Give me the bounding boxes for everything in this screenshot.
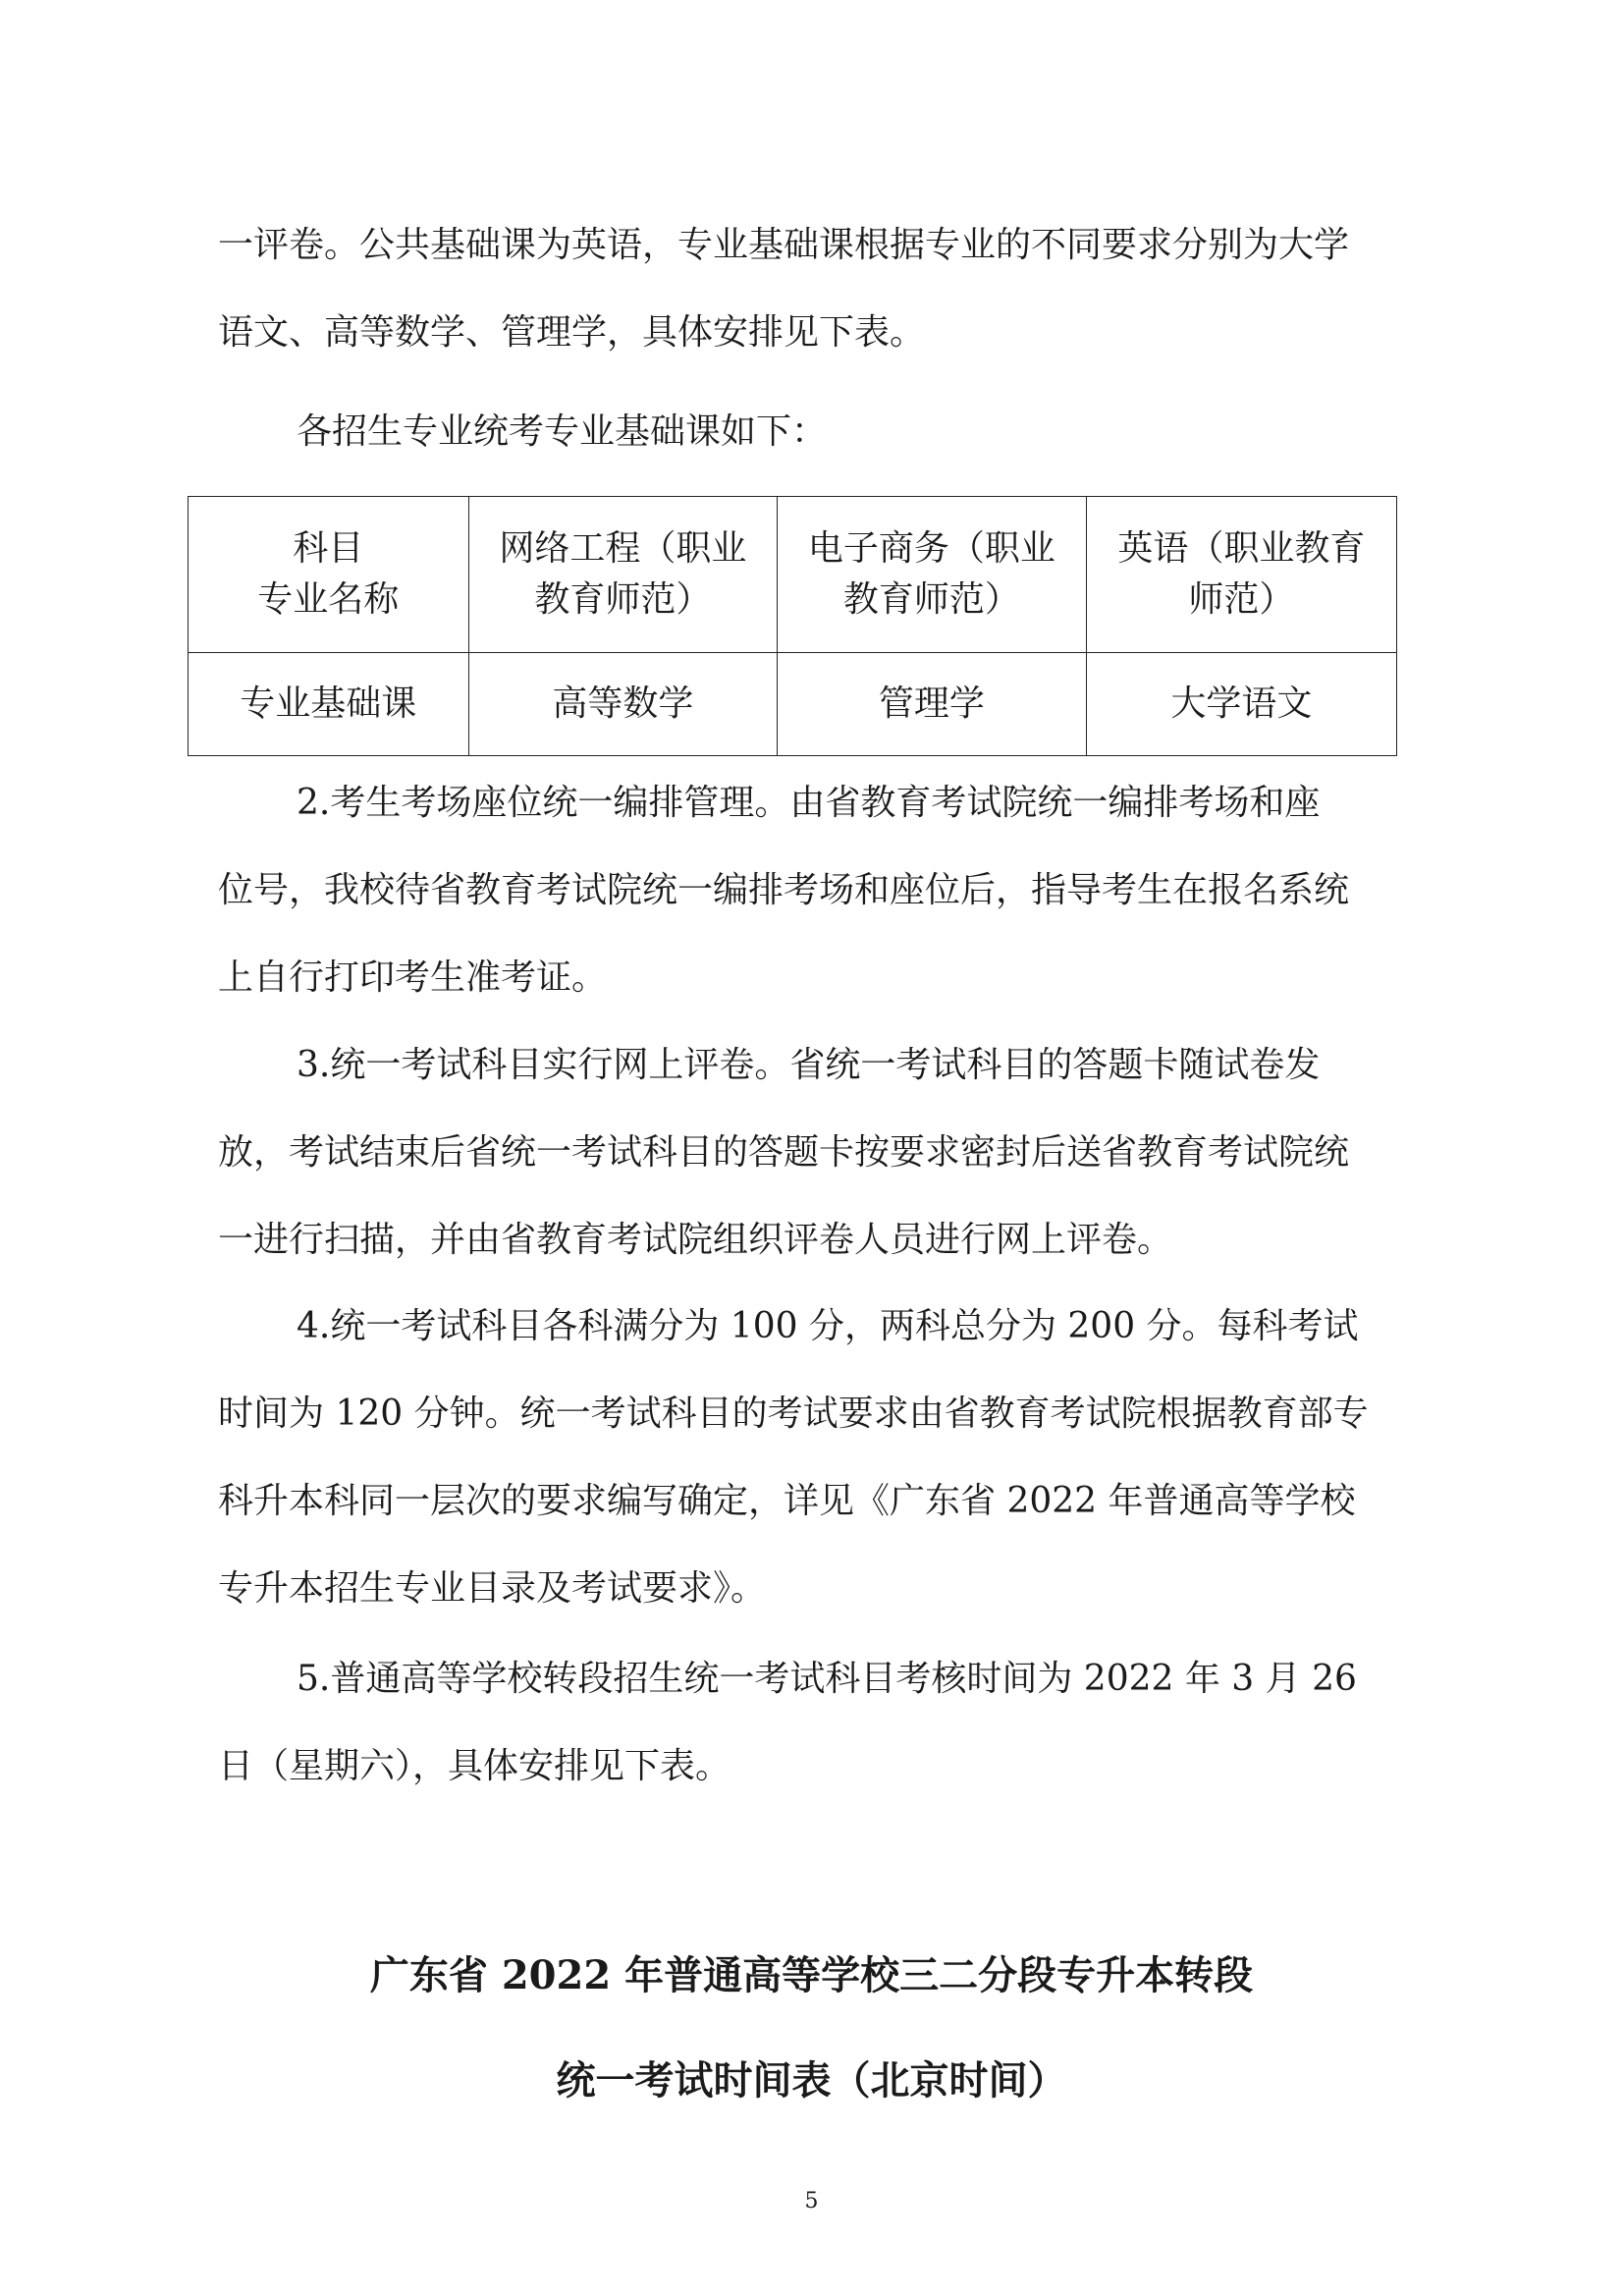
header-label: 师范） <box>1188 579 1295 620</box>
table-header-cell <box>468 497 778 653</box>
header-label: 电子商务（职业 <box>807 528 1055 569</box>
table-cell: 专业基础课 <box>189 653 469 756</box>
text-line: 4.统一考试科目各科满分为 100 分，两科总分为 200 分。每科考试 <box>297 1306 1359 1346</box>
table-header-cell <box>1086 497 1396 653</box>
text-line: 专升本招生专业目录及考试要求》。 <box>218 1568 767 1609</box>
schedule-title-line-1: 广东省 2022 年普通高等学校三二分段专升本转段 <box>369 1952 1254 1998</box>
header-label: 教育师范） <box>842 579 1020 620</box>
text-line: 日（星期六），具体安排见下表。 <box>218 1746 731 1786</box>
subjects-table <box>188 496 1397 756</box>
text-line: 科升本科同一层次的要求编写确定，详见《广东省 2022 年普通高等学校 <box>218 1481 1356 1521</box>
table-header-row <box>189 497 1397 653</box>
table-row <box>189 653 1397 756</box>
paragraph-seating <box>218 759 1435 1021</box>
paragraph-online-grading <box>218 1021 1435 1284</box>
text-line: 语文、高等数学、管理学，具体安排见下表。 <box>218 312 926 353</box>
text-line: 一评卷。公共基础课为英语，专业基础课根据专业的不同要求分别为大学 <box>218 225 1350 265</box>
text-line: 3.统一考试科目实行网上评卷。省统一考试科目的答题卡随试卷发 <box>297 1045 1321 1085</box>
paragraph-scoring <box>218 1283 1435 1632</box>
text-line: 各招生专业统考专业基础课如下： <box>297 411 828 452</box>
header-label: 教育师范） <box>534 579 712 620</box>
header-label: 网络工程（职业 <box>499 528 747 569</box>
schedule-title-line-2: 统一考试时间表（北京时间） <box>556 2057 1067 2104</box>
text-line: 一进行扫描，并由省教育考试院组织评卷人员进行网上评卷。 <box>218 1220 1173 1260</box>
header-label: 英语（职业教育 <box>1117 528 1366 569</box>
table-cell: 大学语文 <box>1086 653 1396 756</box>
table-cell: 高等数学 <box>468 653 778 756</box>
paragraph-table-intro <box>218 388 1435 475</box>
text-line: 5.普通高等学校转段招生统一考试科目考核时间为 2022 年 3 月 26 <box>297 1659 1357 1699</box>
header-label: 科目 <box>293 528 364 569</box>
text-line: 时间为 120 分钟。统一考试科目的考试要求由省教育考试院根据教育部专 <box>218 1394 1369 1434</box>
text-line: 2.考生考场座位统一编排管理。由省教育考试院统一编排考场和座 <box>297 783 1321 823</box>
paragraph-exam-subjects <box>218 201 1435 376</box>
text-line: 上自行打印考生准考证。 <box>218 957 608 998</box>
header-label: 专业名称 <box>257 579 400 620</box>
text-line: 位号，我校待省教育考试院统一编排考场和座位后，指导考生在报名系统 <box>218 870 1350 910</box>
table-cell: 管理学 <box>778 653 1087 756</box>
table-header-cell <box>189 497 469 653</box>
paragraph-exam-date <box>218 1635 1435 1810</box>
text-line: 放，考试结束后省统一考试科目的答题卡按要求密封后送省教育考试院统 <box>218 1132 1350 1173</box>
page-number: 5 <box>804 2189 819 2214</box>
table-header-cell <box>778 497 1087 653</box>
